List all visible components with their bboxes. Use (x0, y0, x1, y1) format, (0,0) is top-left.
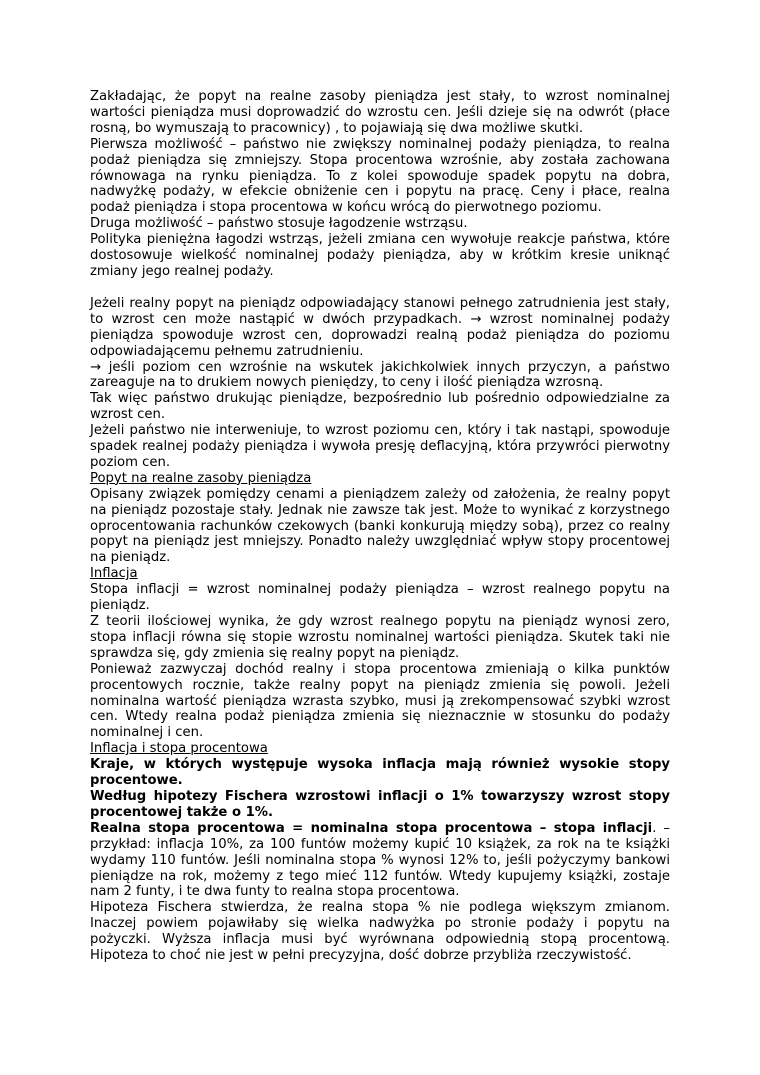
paragraph-second-possibility (90, 216, 670, 232)
paragraph-monetary-policy-text: Polityka pieniężna łagodzi wstrząs, jeżeli zmiana cen wywołuje reakcje państwa, które dostosowuje wielkość nominalnej podaży pieniądza, aby w krótkim kresie uniknąć zmiany jego realnej podaży. (90, 232, 670, 279)
paragraph-no-intervention (90, 423, 670, 471)
paragraph-intro-text: Zakładając, że popyt na realne zasoby pieniądza jest stały, to wzrost nominalnej wartości pieniądza musi doprowadzić do wzrostu cen. Jeśli dzieje się na odwrót (płace rosną, bo wymuszają to pracownicy) , to pojawiają się dwa możliwe skutki. (90, 89, 670, 136)
paragraph-real-income-text: Ponieważ zazwyczaj dochód realny i stopa procentowa zmieniają o kilka punktów procentowych rocznie, także realny popyt na pieniądz zmienia się powoli. Jeżeli nominalna wartość pieniądza wzrasta szybko, musi ją zrekompensować szybki wzrost cen. Wtedy realna podaż pieniądza zmienia się nieznacznie w stosunku do podaży nominalnej i cen. (90, 661, 670, 741)
paragraph-quantity-theory-text: Z teorii ilościowej wynika, że gdy wzrost realnego popytu na pieniądz wynosi zero, stopa inflacji równa się stopie wzrostu nominalnej wartości pieniądza. Skutek taki nie sprawdza się, gdy zmienia się realny popyt na pieniądz. (90, 614, 670, 661)
heading-inflation-interest-text: Inflacja i stopa procentowa (90, 741, 268, 757)
paragraph-fischer-statement-text: Hipoteza Fischera stwierdza, że realna stopa % nie podlega większym zmianom. Inaczej powiem pojawiłaby się wielka nadwyżka po stronie podaży i popytu na pożyczki. Wyższa inflacja musi być wyrównana odpowiednią stopą procentową. Hipoteza to choć nie jest w pełni precyzyjna, dość dobrze przybliża rzeczywistość. (90, 900, 670, 964)
paragraph-intro (90, 89, 670, 137)
paragraph-quantity-theory (90, 614, 670, 662)
paragraph-high-inflation-countries-text: Kraje, w których występuje wysoka inflacja mają również wysokie stopy procentowe. (90, 757, 670, 789)
arrow-right-icon: → (470, 311, 482, 327)
paragraph-real-income (90, 662, 670, 742)
paragraph-demand-relation-text: Opisany związek pomiędzy cenami a pieniądzem zależy od założenia, że realny popyt na pieniądz pozostaje stały. Jednak nie zawsze tak jest. Może to wynikać z korzystnego oprocentowania rachunków czekowych (banki konkurują między sobą), przez co realny popyt na pieniądz jest mniejszy. Ponadto należy uwzględniać wpływ stopy procentowej na pieniądz. (90, 486, 670, 566)
paragraph-price-level-case-text: jeśli poziom cen wzrośnie na wskutek jakichkolwiek innych przyczyn, a państwo zareaguje na to drukiem nowych pieniędzy, to ceny i ilość pieniądza wzrosną. (90, 359, 670, 391)
paragraph-inflation-rate (90, 582, 670, 614)
paragraph-state-printing (90, 391, 670, 423)
paragraph-real-demand-case1-text: wzrost nominalnej podaży pieniądza spowoduje wzrost cen, doprowadzi realną podaż pieniądza do poziomu odpowiadającemu pełnemu zatrudnieniu. (90, 311, 670, 359)
paragraph-real-interest-rate (90, 821, 670, 901)
paragraph-demand-relation (90, 487, 670, 567)
paragraph-second-possibility-text: Druga możliwość – państwo stosuje łagodzenie wstrząsu. (90, 216, 468, 232)
heading-inflation-text: Inflacja (90, 566, 138, 582)
paragraph-real-demand (90, 296, 670, 360)
paragraph-first-possibility-text: Pierwsza możliwość – państwo nie zwiększy nominalnej podaży pieniądza, to realna podaż pieniądza się zmniejszy. Stopa procentowa wzrośnie, aby została zachowana równowaga na rynku pieniądza. To z kolei spowoduje spadek popytu na dobra, nadwyżkę podaży, w efekcie obniżenie cen i popytu na pracę. Ceny i płace, realna podaż pieniądza i stopa procentowa w końcu wrócą do pierwotnego poziomu. (90, 136, 670, 216)
heading-demand-real-money-text: Popyt na realne zasoby pieniądza (90, 470, 312, 486)
paragraph-fischer-statement (90, 900, 670, 964)
heading-inflation (90, 566, 670, 582)
paragraph-price-level-case (90, 360, 670, 392)
paragraph-high-inflation-countries (90, 757, 670, 789)
paragraph-fischer-hypothesis (90, 789, 670, 821)
blank-line (90, 280, 670, 296)
paragraph-fischer-hypothesis-text: Według hipotezy Fischera wzrostowi inflacji o 1% towarzyszy wzrost stopy procentowej także o 1%. (90, 788, 670, 820)
paragraph-first-possibility (90, 137, 670, 217)
paragraph-inflation-rate-text: Stopa inflacji = wzrost nominalnej podaży pieniądza – wzrost realnego popytu na pieniądz. (90, 582, 670, 614)
arrow-right-icon: → (90, 359, 102, 375)
real-interest-formula-text: Realna stopa procentowa = nominalna stopa procentowa – stopa inflacji (90, 820, 653, 836)
heading-inflation-interest (90, 741, 670, 757)
heading-demand-real-money (90, 471, 670, 487)
paragraph-real-interest-example-text: . – przykład: inflacja 10%, za 100 funtów możemy kupić 10 książek, za rok na te książki wydamy 110 funtów. Jeśli nominalna stopa % wynosi 12% to, jeśli pożyczymy bankowi pieniądze na rok, możemy z tego mieć 112 funtów. Wtedy kupujemy książki, zostaje nam 2 funty, i te dwa funty to realna stopa procentowa. (90, 820, 670, 900)
paragraph-monetary-policy (90, 232, 670, 280)
paragraph-real-demand-text: Jeżeli realny popyt na pieniądz odpowiadający stanowi pełnego zatrudnienia jest stały, to wzrost cen może nastąpić w dwóch przypadkach. (90, 295, 670, 327)
paragraph-no-intervention-text: Jeżeli państwo nie interweniuje, to wzrost poziomu cen, który i tak nastąpi, spowoduje spadek realnej podaży pieniądza i wywoła presję deflacyjną, która przywróci pierwotny poziom cen. (90, 423, 670, 470)
paragraph-state-printing-text: Tak więc państwo drukując pieniądze, bezpośrednio lub pośrednio odpowiedzialne za wzrost cen. (90, 391, 670, 423)
